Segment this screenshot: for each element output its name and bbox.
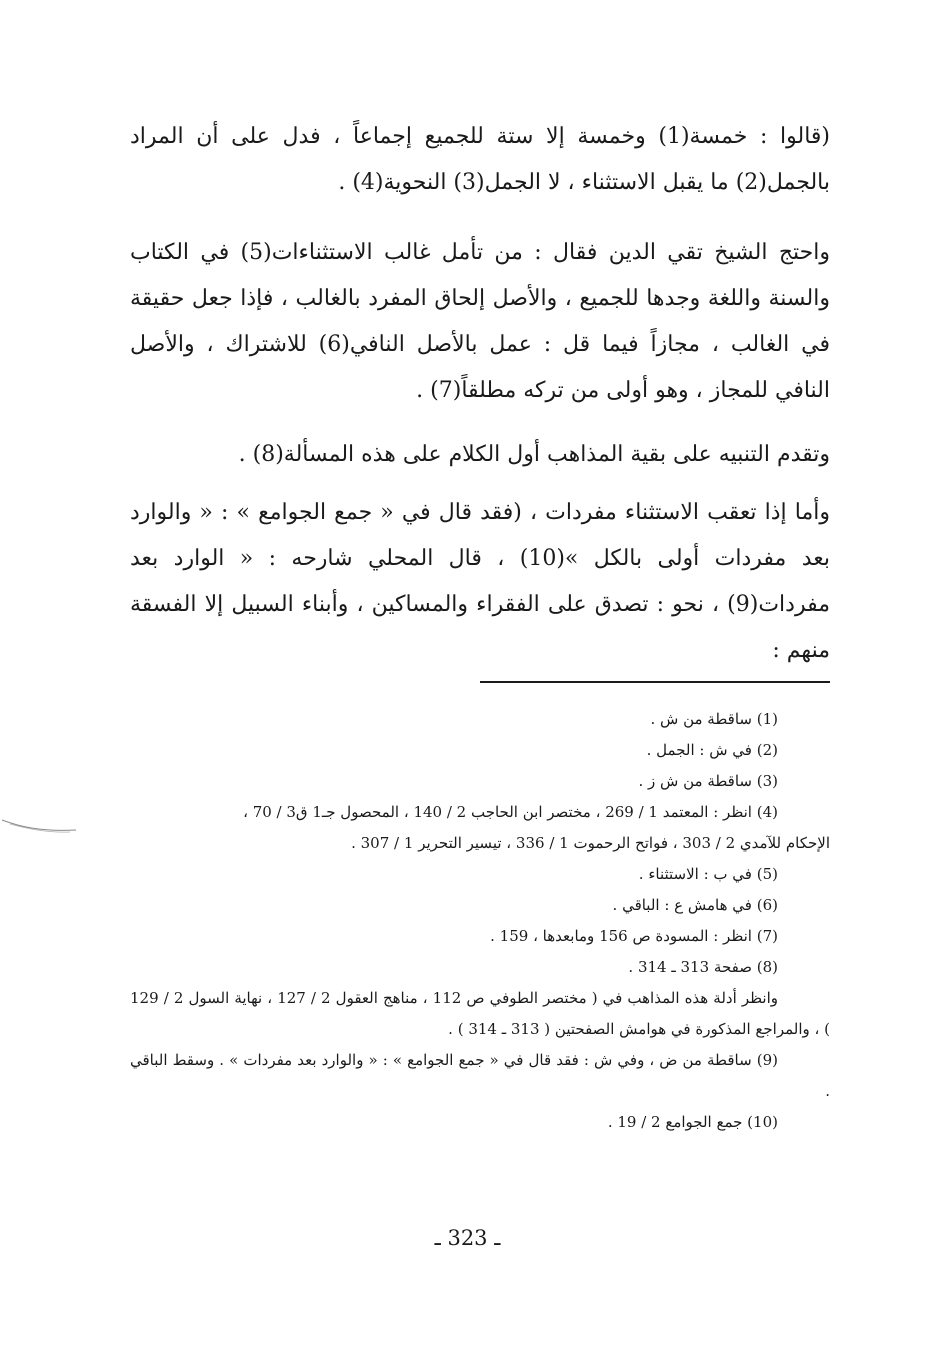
body-paragraph [130, 490, 830, 674]
footnote: (1) ساقطة من ش . [650, 710, 778, 728]
body-paragraph [130, 230, 830, 414]
footnote: (9) ساقطة من ض ، وفي ش : فقد قال في « جمع الجوامع » : « والوارد بعد مفردات » . وسقط الباقي . [130, 1051, 830, 1100]
page-number: ـ 323 ـ [434, 1226, 501, 1250]
body-paragraph [130, 114, 830, 206]
footnote: (5) في ب : الاستثناء . [638, 865, 778, 883]
footnote: (4) انظر : المعتمد 1 / 269 ، مختصر ابن الحاجب 2 / 140 ، المحصول جـ1 ق3 / 70 ، [243, 803, 778, 821]
body-paragraph [130, 432, 830, 478]
footnote: (6) في هامش ع : الباقي . [612, 896, 778, 914]
footnote-continuation: الإحكام للآمدي 2 / 303 ، فواتح الرحموت 1 / 336 ، تيسير التحرير 1 / 307 . [351, 834, 830, 852]
footnote-separator [480, 681, 830, 683]
footnote: (2) في ش : الجمل . [646, 741, 778, 759]
footnote-continuation: وانظر أدلة هذه المذاهب في ( مختصر الطوفي ص 112 ، مناهج العقول 2 / 127 ، نهاية السول 2 / 129 ) ، والمراجع المذكورة في هوامش الصفحتين ( 313 ـ 314 ) . [130, 989, 830, 1038]
paragraph-text: وأما إذا تعقب الاستثناء مفردات ، (فقد قال في « جمع الجوامع » : « والوارد بعد مفردات أولى بالكل »(10) ، قال المحلي شارحه : « الوارد بعد مفردات(9) ، نحو : تصدق على الفقراء والمساكين ، وأبناء السبيل إلا الفسقة منهم : [130, 500, 830, 663]
footnotes-section [130, 704, 830, 1138]
paragraph-text: (قالوا : خمسة(1) وخمسة إلا ستة للجميع إجماعاً ، فدل على أن المراد بالجمل(2) ما يقبل الاستثناء ، لا الجمل(3) النحوية(4) . [130, 124, 830, 195]
footnote: (3) ساقطة من ش ز . [638, 772, 778, 790]
paragraph-text: واحتج الشيخ تقي الدين فقال : من تأمل غالب الاستثناءات(5) في الكتاب والسنة واللغة وجدها للجميع ، والأصل إلحاق المفرد بالغالب ، فإذا جعل حقيقة في الغالب ، مجازاً فيما قل : عمل بالأصل النافي(6) للاشتراك ، والأصل النافي للمجاز ، وهو أولى من تركه مطلقاً(7) . [130, 240, 830, 403]
footnote: (10) جمع الجوامع 2 / 19 . [607, 1113, 778, 1131]
paragraph-text: وتقدم التنبيه على بقية المذاهب أول الكلام على هذه المسألة(8) . [238, 442, 830, 467]
footnote: (8) صفحة 313 ـ 314 . [628, 958, 778, 976]
margin-pencil-mark [0, 812, 80, 842]
footnote: (7) انظر : المسودة ص 156 ومابعدها ، 159 . [490, 927, 778, 945]
